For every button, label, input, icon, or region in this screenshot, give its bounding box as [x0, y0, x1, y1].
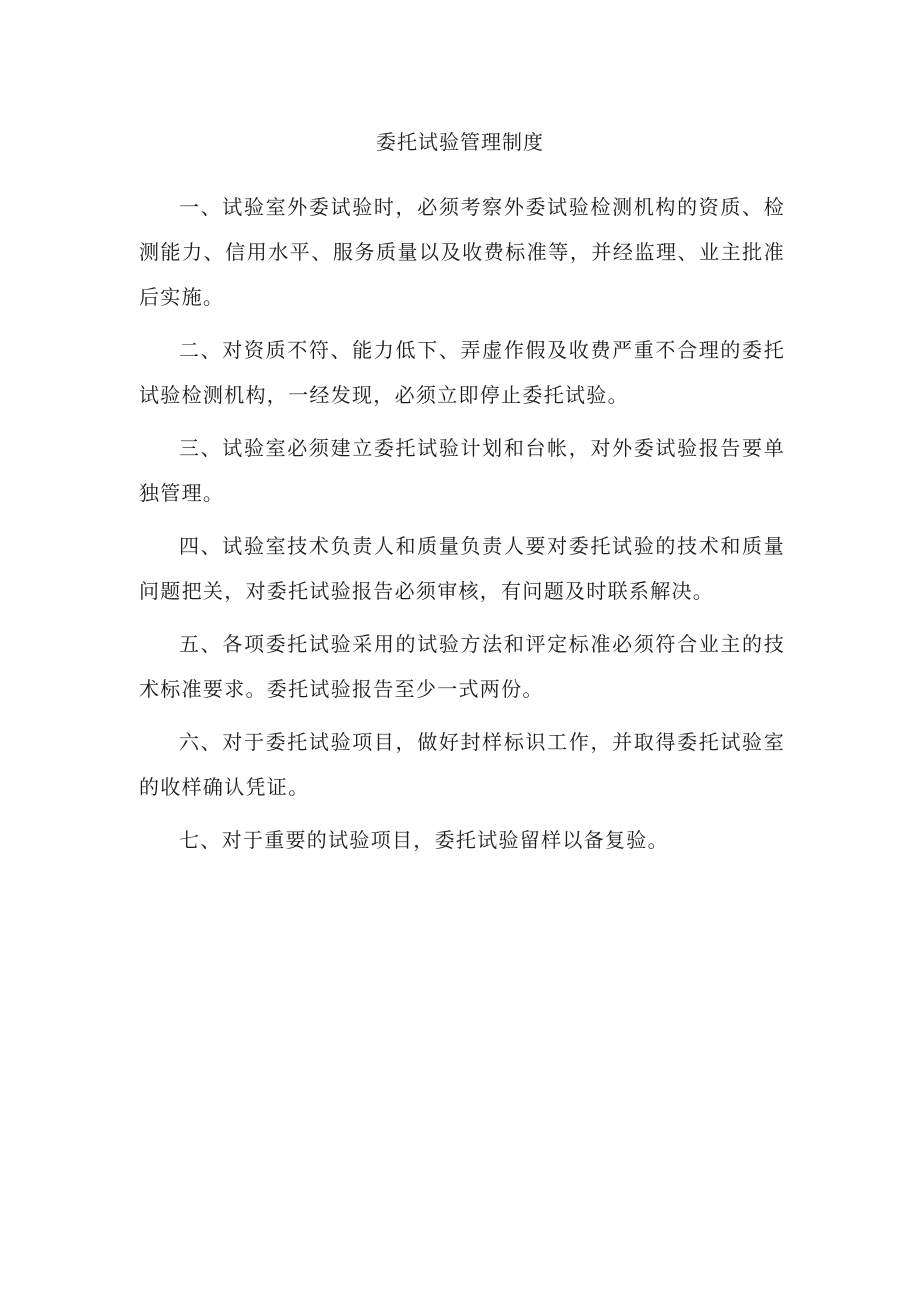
paragraph-7: 七、对于重要的试验项目，委托试验留样以备复验。: [179, 828, 669, 852]
paragraph-4: 四、试验室技术负责人和质量负责人要对委托试验的技术和质量问题把关，对委托试验报告必须审核，有问题及时联系解决。: [139, 534, 785, 603]
paragraph-1: 一、试验室外委试验时，必须考察外委试验检测机构的资质、检测能力、信用水平、服务质量以及收费标准等，并经监理、业主批准后实施。: [139, 195, 785, 309]
document-title: 委托试验管理制度: [376, 130, 544, 154]
paragraph-6: 六、对于委托试验项目，做好封样标识工作，并取得委托试验室的收样确认凭证。: [139, 730, 785, 799]
paragraph-3: 三、试验室必须建立委托试验计划和台帐，对外委试验报告要单独管理。: [139, 436, 785, 505]
paragraph-2: 二、对资质不符、能力低下、弄虚作假及收费严重不合理的委托试验检测机构，一经发现，必须立即停止委托试验。: [139, 338, 785, 407]
paragraph-5: 五、各项委托试验采用的试验方法和评定标准必须符合业主的技术标准要求。委托试验报告至少一式两份。: [139, 632, 785, 701]
document-body: [139, 185, 785, 871]
